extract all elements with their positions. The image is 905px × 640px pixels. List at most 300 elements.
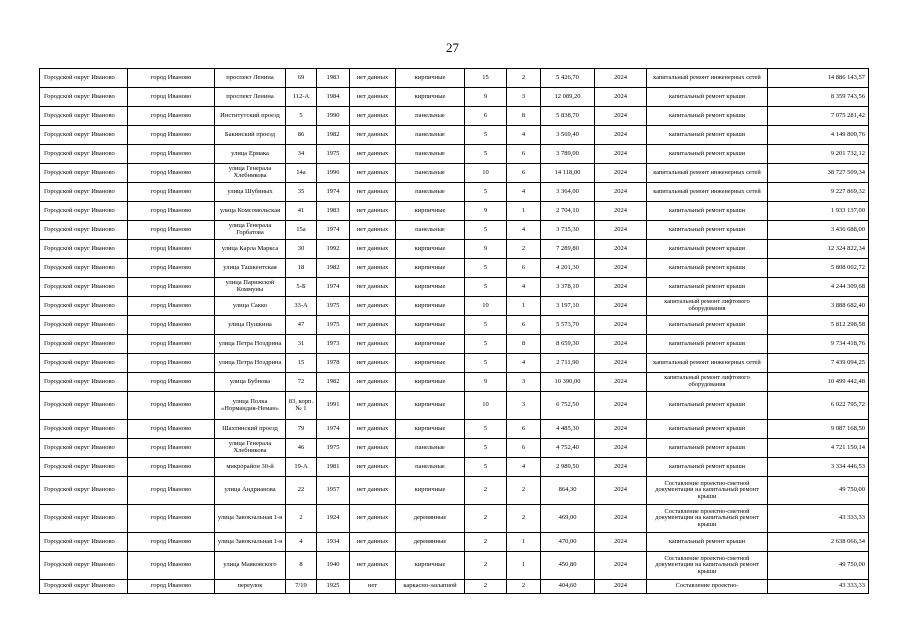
cost-cell: 12 324 822,34 bbox=[768, 240, 869, 259]
wall-material-cell: кирпичные bbox=[396, 392, 465, 420]
street-cell: улица Бубнова bbox=[215, 373, 286, 392]
plan-year-cell: 2024 bbox=[595, 580, 647, 594]
wall-material-cell: кирпичные bbox=[396, 202, 465, 221]
street-cell: улица Генерала Хлебникова bbox=[215, 164, 286, 183]
table-row bbox=[40, 107, 869, 126]
entrances-cell: 2 bbox=[507, 477, 541, 505]
work-type-cell: капитальный ремонт инженерных сетей bbox=[647, 69, 768, 88]
area-cell: 450,80 bbox=[541, 552, 595, 580]
settlement-cell: город Иваново bbox=[128, 580, 215, 594]
wall-material-cell: кирпичные bbox=[396, 259, 465, 278]
plan-year-cell: 2024 bbox=[595, 335, 647, 354]
status-cell: нет данных bbox=[350, 533, 396, 552]
work-type-cell: Составление проектно-сметной документации на капитальный ремонт крыши bbox=[647, 505, 768, 533]
street-cell: улица Завокзальная 1-я bbox=[215, 533, 286, 552]
status-cell: нет данных bbox=[350, 240, 396, 259]
entrances-cell: 1 bbox=[507, 297, 541, 316]
house-number-cell: 35 bbox=[286, 183, 317, 202]
street-cell: Шахтинский проезд bbox=[215, 420, 286, 439]
work-type-cell: Составление проектно- bbox=[647, 580, 768, 594]
street-cell: улица Петра Ноздрина bbox=[215, 335, 286, 354]
house-number-cell: 19-А bbox=[286, 458, 317, 477]
plan-year-cell: 2024 bbox=[595, 202, 647, 221]
plan-year-cell: 2024 bbox=[595, 420, 647, 439]
plan-year-cell: 2024 bbox=[595, 69, 647, 88]
entrances-cell: 2 bbox=[507, 240, 541, 259]
cost-cell: 3 334 446,53 bbox=[768, 458, 869, 477]
plan-year-cell: 2024 bbox=[595, 240, 647, 259]
wall-material-cell: деревянные bbox=[396, 533, 465, 552]
house-number-cell: 8 bbox=[286, 552, 317, 580]
build-year-cell: 1982 bbox=[317, 126, 350, 145]
table-row bbox=[40, 88, 869, 107]
municipality-cell: Городской округ Иваново bbox=[40, 69, 128, 88]
floors-cell: 10 bbox=[465, 392, 507, 420]
settlement-cell: город Иваново bbox=[128, 354, 215, 373]
area-cell: 10 390,00 bbox=[541, 373, 595, 392]
house-number-cell: 46 bbox=[286, 439, 317, 458]
cost-cell: 4 244 309,68 bbox=[768, 278, 869, 297]
table-row bbox=[40, 477, 869, 505]
settlement-cell: город Иваново bbox=[128, 145, 215, 164]
cost-cell: 7 075 281,42 bbox=[768, 107, 869, 126]
status-cell: нет данных bbox=[350, 458, 396, 477]
entrances-cell: 6 bbox=[507, 420, 541, 439]
work-type-cell: капитальный ремонт крыши bbox=[647, 439, 768, 458]
wall-material-cell: панельные bbox=[396, 145, 465, 164]
floors-cell: 9 bbox=[465, 202, 507, 221]
wall-material-cell: кирпичные bbox=[396, 69, 465, 88]
area-cell: 3 378,10 bbox=[541, 278, 595, 297]
entrances-cell: 2 bbox=[507, 580, 541, 594]
entrances-cell: 6 bbox=[507, 145, 541, 164]
floors-cell: 5 bbox=[465, 354, 507, 373]
entrances-cell: 6 bbox=[507, 259, 541, 278]
settlement-cell: город Иваново bbox=[128, 69, 215, 88]
municipality-cell: Городской округ Иваново bbox=[40, 580, 128, 594]
floors-cell: 5 bbox=[465, 221, 507, 240]
municipality-cell: Городской округ Иваново bbox=[40, 126, 128, 145]
house-number-cell: 86 bbox=[286, 126, 317, 145]
table-row bbox=[40, 240, 869, 259]
table-row bbox=[40, 552, 869, 580]
street-cell: Институтский проезд bbox=[215, 107, 286, 126]
settlement-cell: город Иваново bbox=[128, 126, 215, 145]
settlement-cell: город Иваново bbox=[128, 477, 215, 505]
street-cell: улица Шубиных bbox=[215, 183, 286, 202]
plan-year-cell: 2024 bbox=[595, 477, 647, 505]
status-cell: нет данных bbox=[350, 316, 396, 335]
municipality-cell: Городской округ Иваново bbox=[40, 202, 128, 221]
settlement-cell: город Иваново bbox=[128, 316, 215, 335]
entrances-cell: 1 bbox=[507, 533, 541, 552]
entrances-cell: 1 bbox=[507, 202, 541, 221]
entrances-cell: 2 bbox=[507, 505, 541, 533]
floors-cell: 6 bbox=[465, 107, 507, 126]
build-year-cell: 1974 bbox=[317, 420, 350, 439]
house-number-cell: 4 bbox=[286, 533, 317, 552]
settlement-cell: город Иваново bbox=[128, 278, 215, 297]
cost-cell: 9 734 418,76 bbox=[768, 335, 869, 354]
settlement-cell: город Иваново bbox=[128, 458, 215, 477]
status-cell: нет данных bbox=[350, 183, 396, 202]
build-year-cell: 1940 bbox=[317, 552, 350, 580]
build-year-cell: 1925 bbox=[317, 580, 350, 594]
cost-cell: 7 439 094,25 bbox=[768, 354, 869, 373]
work-type-cell: капитальный ремонт крыши bbox=[647, 240, 768, 259]
floors-cell: 5 bbox=[465, 316, 507, 335]
street-cell: улица Генерала Хлебникова bbox=[215, 439, 286, 458]
settlement-cell: город Иваново bbox=[128, 240, 215, 259]
area-cell: 3 735,30 bbox=[541, 221, 595, 240]
cost-cell: 10 499 442,48 bbox=[768, 373, 869, 392]
settlement-cell: город Иваново bbox=[128, 202, 215, 221]
build-year-cell: 1978 bbox=[317, 354, 350, 373]
house-number-cell: 33-А bbox=[286, 297, 317, 316]
floors-cell: 9 bbox=[465, 373, 507, 392]
status-cell: нет данных bbox=[350, 126, 396, 145]
settlement-cell: город Иваново bbox=[128, 164, 215, 183]
area-cell: 469,00 bbox=[541, 505, 595, 533]
area-cell: 2 704,10 bbox=[541, 202, 595, 221]
area-cell: 5 838,70 bbox=[541, 107, 595, 126]
table-row bbox=[40, 221, 869, 240]
street-cell: микрорайон 30-й bbox=[215, 458, 286, 477]
work-type-cell: капитальный ремонт лифтового оборудования bbox=[647, 373, 768, 392]
table-row bbox=[40, 354, 869, 373]
cost-cell: 4 721 150,14 bbox=[768, 439, 869, 458]
wall-material-cell: каркасно-засыпной bbox=[396, 580, 465, 594]
build-year-cell: 1974 bbox=[317, 221, 350, 240]
cost-cell: 5 812 298,58 bbox=[768, 316, 869, 335]
area-cell: 404,60 bbox=[541, 580, 595, 594]
street-cell: улица Петра Ноздрина bbox=[215, 354, 286, 373]
work-type-cell: капитальный ремонт крыши bbox=[647, 335, 768, 354]
settlement-cell: город Иваново bbox=[128, 392, 215, 420]
table-row bbox=[40, 505, 869, 533]
work-type-cell: капитальный ремонт крыши bbox=[647, 316, 768, 335]
area-cell: 3 197,10 bbox=[541, 297, 595, 316]
house-number-cell: 34 bbox=[286, 145, 317, 164]
build-year-cell: 1990 bbox=[317, 107, 350, 126]
wall-material-cell: кирпичные bbox=[396, 335, 465, 354]
wall-material-cell: кирпичные bbox=[396, 88, 465, 107]
area-cell: 14 118,00 bbox=[541, 164, 595, 183]
build-year-cell: 1957 bbox=[317, 477, 350, 505]
municipality-cell: Городской округ Иваново bbox=[40, 505, 128, 533]
cost-cell: 9 201 732,12 bbox=[768, 145, 869, 164]
build-year-cell: 1981 bbox=[317, 458, 350, 477]
table-row bbox=[40, 580, 869, 594]
housing-repair-table bbox=[39, 68, 869, 594]
build-year-cell: 1992 bbox=[317, 240, 350, 259]
build-year-cell: 1983 bbox=[317, 69, 350, 88]
status-cell: нет данных bbox=[350, 392, 396, 420]
wall-material-cell: кирпичные bbox=[396, 477, 465, 505]
floors-cell: 5 bbox=[465, 259, 507, 278]
area-cell: 12 089,20 bbox=[541, 88, 595, 107]
municipality-cell: Городской округ Иваново bbox=[40, 335, 128, 354]
cost-cell: 3 888 682,40 bbox=[768, 297, 869, 316]
work-type-cell: капитальный ремонт крыши bbox=[647, 88, 768, 107]
wall-material-cell: кирпичные bbox=[396, 316, 465, 335]
entrances-cell: 6 bbox=[507, 164, 541, 183]
area-cell: 3 569,40 bbox=[541, 126, 595, 145]
settlement-cell: город Иваново bbox=[128, 88, 215, 107]
floors-cell: 9 bbox=[465, 88, 507, 107]
table-row bbox=[40, 297, 869, 316]
table-row bbox=[40, 335, 869, 354]
area-cell: 5 573,70 bbox=[541, 316, 595, 335]
house-number-cell: 15 bbox=[286, 354, 317, 373]
plan-year-cell: 2024 bbox=[595, 221, 647, 240]
work-type-cell: капитальный ремонт инженерных сетей bbox=[647, 183, 768, 202]
status-cell: нет данных bbox=[350, 420, 396, 439]
municipality-cell: Городской округ Иваново bbox=[40, 278, 128, 297]
floors-cell: 10 bbox=[465, 297, 507, 316]
house-number-cell: 47 bbox=[286, 316, 317, 335]
municipality-cell: Городской округ Иваново bbox=[40, 439, 128, 458]
settlement-cell: город Иваново bbox=[128, 259, 215, 278]
floors-cell: 15 bbox=[465, 69, 507, 88]
street-cell: проспект Ленина bbox=[215, 69, 286, 88]
house-number-cell: 14а bbox=[286, 164, 317, 183]
plan-year-cell: 2024 bbox=[595, 392, 647, 420]
status-cell: нет данных bbox=[350, 373, 396, 392]
plan-year-cell: 2024 bbox=[595, 278, 647, 297]
municipality-cell: Городской округ Иваново bbox=[40, 392, 128, 420]
status-cell: нет данных bbox=[350, 297, 396, 316]
municipality-cell: Городской округ Иваново bbox=[40, 259, 128, 278]
cost-cell: 43 333,33 bbox=[768, 505, 869, 533]
entrances-cell: 3 bbox=[507, 392, 541, 420]
work-type-cell: капитальный ремонт крыши bbox=[647, 145, 768, 164]
street-cell: Бакинский проезд bbox=[215, 126, 286, 145]
work-type-cell: капитальный ремонт инженерных сетей bbox=[647, 164, 768, 183]
municipality-cell: Городской округ Иваново bbox=[40, 316, 128, 335]
table-row bbox=[40, 439, 869, 458]
table-row bbox=[40, 458, 869, 477]
work-type-cell: капитальный ремонт крыши bbox=[647, 420, 768, 439]
status-cell: нет данных bbox=[350, 107, 396, 126]
cost-cell: 3 436 688,00 bbox=[768, 221, 869, 240]
settlement-cell: город Иваново bbox=[128, 373, 215, 392]
cost-cell: 49 750,00 bbox=[768, 552, 869, 580]
entrances-cell: 8 bbox=[507, 335, 541, 354]
street-cell: улица Ермака bbox=[215, 145, 286, 164]
table-row bbox=[40, 392, 869, 420]
street-cell: переулок bbox=[215, 580, 286, 594]
floors-cell: 5 bbox=[465, 145, 507, 164]
status-cell: нет bbox=[350, 580, 396, 594]
plan-year-cell: 2024 bbox=[595, 354, 647, 373]
entrances-cell: 3 bbox=[507, 88, 541, 107]
house-number-cell: 18 bbox=[286, 259, 317, 278]
municipality-cell: Городской округ Иваново bbox=[40, 107, 128, 126]
area-cell: 470,00 bbox=[541, 533, 595, 552]
work-type-cell: капитальный ремонт крыши bbox=[647, 458, 768, 477]
house-number-cell: 7/19 bbox=[286, 580, 317, 594]
status-cell: нет данных bbox=[350, 552, 396, 580]
street-cell: улица Карла Маркса bbox=[215, 240, 286, 259]
settlement-cell: город Иваново bbox=[128, 297, 215, 316]
work-type-cell: Составление проектно-сметной документации на капитальный ремонт крыши bbox=[647, 552, 768, 580]
municipality-cell: Городской округ Иваново bbox=[40, 354, 128, 373]
municipality-cell: Городской округ Иваново bbox=[40, 373, 128, 392]
house-number-cell: 83, корп. № 1 bbox=[286, 392, 317, 420]
plan-year-cell: 2024 bbox=[595, 183, 647, 202]
street-cell: улица Парижской Коммуны bbox=[215, 278, 286, 297]
wall-material-cell: деревянные bbox=[396, 505, 465, 533]
wall-material-cell: панельные bbox=[396, 458, 465, 477]
entrances-cell: 4 bbox=[507, 354, 541, 373]
wall-material-cell: кирпичные bbox=[396, 552, 465, 580]
build-year-cell: 1975 bbox=[317, 145, 350, 164]
street-cell: улица Андрианова bbox=[215, 477, 286, 505]
plan-year-cell: 2024 bbox=[595, 126, 647, 145]
wall-material-cell: кирпичные bbox=[396, 297, 465, 316]
status-cell: нет данных bbox=[350, 278, 396, 297]
entrances-cell: 4 bbox=[507, 126, 541, 145]
house-number-cell: 30 bbox=[286, 240, 317, 259]
street-cell: улица Пушкина bbox=[215, 316, 286, 335]
wall-material-cell: панельные bbox=[396, 107, 465, 126]
cost-cell: 38 727 509,34 bbox=[768, 164, 869, 183]
wall-material-cell: панельные bbox=[396, 126, 465, 145]
municipality-cell: Городской округ Иваново bbox=[40, 420, 128, 439]
wall-material-cell: кирпичные bbox=[396, 240, 465, 259]
cost-cell: 9 087 168,50 bbox=[768, 420, 869, 439]
build-year-cell: 1983 bbox=[317, 202, 350, 221]
cost-cell: 6 022 795,72 bbox=[768, 392, 869, 420]
floors-cell: 10 bbox=[465, 164, 507, 183]
status-cell: нет данных bbox=[350, 221, 396, 240]
build-year-cell: 1974 bbox=[317, 278, 350, 297]
table-row bbox=[40, 126, 869, 145]
area-cell: 6 752,50 bbox=[541, 392, 595, 420]
house-number-cell: 5-Б bbox=[286, 278, 317, 297]
entrances-cell: 4 bbox=[507, 278, 541, 297]
area-cell: 2 989,50 bbox=[541, 458, 595, 477]
floors-cell: 5 bbox=[465, 278, 507, 297]
plan-year-cell: 2024 bbox=[595, 297, 647, 316]
floors-cell: 5 bbox=[465, 126, 507, 145]
cost-cell: 4 149 800,76 bbox=[768, 126, 869, 145]
house-number-cell: 22 bbox=[286, 477, 317, 505]
house-number-cell: 5 bbox=[286, 107, 317, 126]
entrances-cell: 2 bbox=[507, 69, 541, 88]
municipality-cell: Городской округ Иваново bbox=[40, 164, 128, 183]
table-row bbox=[40, 278, 869, 297]
house-number-cell: 31 bbox=[286, 335, 317, 354]
plan-year-cell: 2024 bbox=[595, 439, 647, 458]
plan-year-cell: 2024 bbox=[595, 145, 647, 164]
municipality-cell: Городской округ Иваново bbox=[40, 552, 128, 580]
cost-cell: 9 227 869,32 bbox=[768, 183, 869, 202]
street-cell: улица Комсомольская bbox=[215, 202, 286, 221]
build-year-cell: 1991 bbox=[317, 392, 350, 420]
build-year-cell: 1975 bbox=[317, 316, 350, 335]
work-type-cell: капитальный ремонт крыши bbox=[647, 202, 768, 221]
work-type-cell: капитальный ремонт крыши bbox=[647, 107, 768, 126]
entrances-cell: 3 bbox=[507, 373, 541, 392]
status-cell: нет данных bbox=[350, 164, 396, 183]
area-cell: 8 659,30 bbox=[541, 335, 595, 354]
table-row bbox=[40, 69, 869, 88]
work-type-cell: Составление проектно-сметной документации на капитальный ремонт крыши bbox=[647, 477, 768, 505]
plan-year-cell: 2024 bbox=[595, 164, 647, 183]
municipality-cell: Городской округ Иваново bbox=[40, 477, 128, 505]
street-cell: улица Маяковского bbox=[215, 552, 286, 580]
table-row bbox=[40, 145, 869, 164]
status-cell: нет данных bbox=[350, 259, 396, 278]
status-cell: нет данных bbox=[350, 69, 396, 88]
area-cell: 3 364,00 bbox=[541, 183, 595, 202]
cost-cell: 2 638 066,34 bbox=[768, 533, 869, 552]
wall-material-cell: кирпичные bbox=[396, 354, 465, 373]
street-cell: улица Завокзальная 1-я bbox=[215, 505, 286, 533]
house-number-cell: 69 bbox=[286, 69, 317, 88]
settlement-cell: город Иваново bbox=[128, 439, 215, 458]
plan-year-cell: 2024 bbox=[595, 107, 647, 126]
plan-year-cell: 2024 bbox=[595, 458, 647, 477]
settlement-cell: город Иваново bbox=[128, 420, 215, 439]
municipality-cell: Городской округ Иваново bbox=[40, 88, 128, 107]
house-number-cell: 112-А bbox=[286, 88, 317, 107]
status-cell: нет данных bbox=[350, 202, 396, 221]
house-number-cell: 2 bbox=[286, 505, 317, 533]
build-year-cell: 1924 bbox=[317, 505, 350, 533]
settlement-cell: город Иваново bbox=[128, 335, 215, 354]
plan-year-cell: 2024 bbox=[595, 552, 647, 580]
status-cell: нет данных bbox=[350, 439, 396, 458]
work-type-cell: капитальный ремонт инженерных сетей bbox=[647, 354, 768, 373]
floors-cell: 2 bbox=[465, 505, 507, 533]
floors-cell: 9 bbox=[465, 240, 507, 259]
area-cell: 5 426,70 bbox=[541, 69, 595, 88]
status-cell: нет данных bbox=[350, 88, 396, 107]
work-type-cell: капитальный ремонт крыши bbox=[647, 259, 768, 278]
municipality-cell: Городской округ Иваново bbox=[40, 240, 128, 259]
table-row bbox=[40, 420, 869, 439]
work-type-cell: капитальный ремонт крыши bbox=[647, 278, 768, 297]
entrances-cell: 4 bbox=[507, 221, 541, 240]
house-number-cell: 15а bbox=[286, 221, 317, 240]
cost-cell: 1 933 137,00 bbox=[768, 202, 869, 221]
street-cell: улица Генерала Горбатова bbox=[215, 221, 286, 240]
cost-cell: 49 750,00 bbox=[768, 477, 869, 505]
area-cell: 4 485,30 bbox=[541, 420, 595, 439]
area-cell: 7 289,80 bbox=[541, 240, 595, 259]
floors-cell: 5 bbox=[465, 335, 507, 354]
municipality-cell: Городской округ Иваново bbox=[40, 533, 128, 552]
area-cell: 4 201,30 bbox=[541, 259, 595, 278]
street-cell: проспект Ленина bbox=[215, 88, 286, 107]
entrances-cell: 4 bbox=[507, 458, 541, 477]
entrances-cell: 1 bbox=[507, 552, 541, 580]
floors-cell: 2 bbox=[465, 552, 507, 580]
entrances-cell: 4 bbox=[507, 183, 541, 202]
table-row bbox=[40, 183, 869, 202]
settlement-cell: город Иваново bbox=[128, 505, 215, 533]
cost-cell: 5 808 002,72 bbox=[768, 259, 869, 278]
settlement-cell: город Иваново bbox=[128, 221, 215, 240]
build-year-cell: 1982 bbox=[317, 259, 350, 278]
wall-material-cell: панельные bbox=[396, 221, 465, 240]
table-row bbox=[40, 316, 869, 335]
area-cell: 2 711,90 bbox=[541, 354, 595, 373]
area-cell: 3 789,00 bbox=[541, 145, 595, 164]
